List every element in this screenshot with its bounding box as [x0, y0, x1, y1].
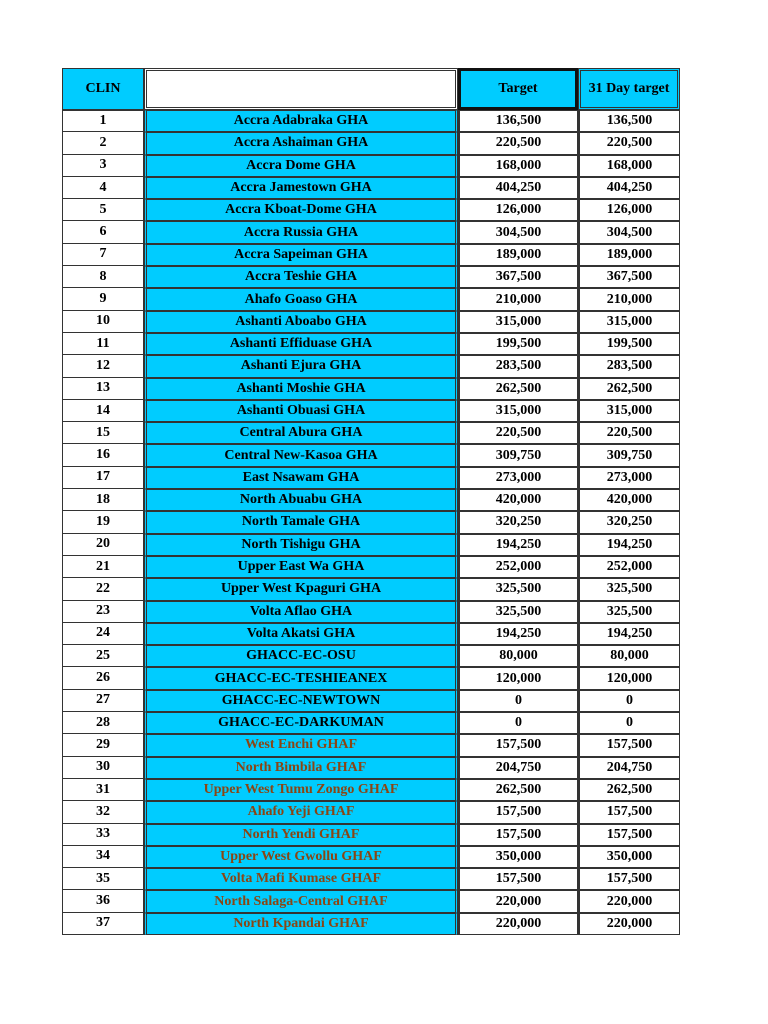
site-name-cell: GHACC-EC-TESHIEANEX [144, 667, 458, 689]
target-cell: 194,250 [458, 623, 578, 645]
site-name-cell: Accra Kboat-Dome GHA [144, 199, 458, 221]
table-row [62, 779, 680, 801]
day31-target-cell: 194,250 [578, 534, 680, 556]
day31-target-cell: 157,500 [578, 734, 680, 756]
table-row [62, 757, 680, 779]
site-name-cell: Ahafo Yeji GHAF [144, 801, 458, 823]
site-name-cell: Central Abura GHA [144, 422, 458, 444]
target-cell: 0 [458, 690, 578, 712]
day31-target-cell: 220,000 [578, 890, 680, 912]
site-name-cell: North Yendi GHAF [144, 824, 458, 846]
table-row [62, 534, 680, 556]
table-row [62, 913, 680, 935]
site-name-cell: North Tishigu GHA [144, 534, 458, 556]
table-row [62, 155, 680, 177]
day31-target-cell: 204,750 [578, 757, 680, 779]
target-cell: 157,500 [458, 868, 578, 890]
table-row [62, 868, 680, 890]
site-name-cell: Accra Ashaiman GHA [144, 132, 458, 154]
clin-cell: 33 [62, 824, 144, 846]
clin-cell: 2 [62, 132, 144, 154]
site-name-cell: Accra Sapeiman GHA [144, 244, 458, 266]
target-cell: 157,500 [458, 734, 578, 756]
target-cell: 325,500 [458, 601, 578, 623]
table-row [62, 601, 680, 623]
clin-cell: 13 [62, 378, 144, 400]
clin-cell: 15 [62, 422, 144, 444]
day31-target-cell: 0 [578, 690, 680, 712]
site-name-cell: West Enchi GHAF [144, 734, 458, 756]
clin-cell: 8 [62, 266, 144, 288]
target-cell: 157,500 [458, 801, 578, 823]
clin-cell: 12 [62, 355, 144, 377]
target-cell: 304,500 [458, 221, 578, 243]
table-row [62, 489, 680, 511]
table-row [62, 645, 680, 667]
target-cell: 220,500 [458, 132, 578, 154]
target-cell: 262,500 [458, 779, 578, 801]
day31-target-cell: 168,000 [578, 155, 680, 177]
header-31-day-target: 31 Day target [578, 68, 680, 110]
target-cell: 273,000 [458, 467, 578, 489]
target-cell: 199,500 [458, 333, 578, 355]
site-name-cell: Volta Akatsi GHA [144, 623, 458, 645]
site-name-cell: Accra Jamestown GHA [144, 177, 458, 199]
target-cell: 126,000 [458, 199, 578, 221]
table-row [62, 266, 680, 288]
day31-target-cell: 315,000 [578, 311, 680, 333]
day31-target-cell: 157,500 [578, 824, 680, 846]
table-row [62, 132, 680, 154]
target-cell: 325,500 [458, 578, 578, 600]
clin-cell: 25 [62, 645, 144, 667]
clin-cell: 14 [62, 400, 144, 422]
site-name-cell: Upper West Tumu Zongo GHAF [144, 779, 458, 801]
clin-cell: 21 [62, 556, 144, 578]
table-row [62, 667, 680, 689]
site-name-cell: GHACC-EC-DARKUMAN [144, 712, 458, 734]
site-name-cell: Upper West Kpaguri GHA [144, 578, 458, 600]
site-name-cell: Accra Russia GHA [144, 221, 458, 243]
clin-cell: 1 [62, 110, 144, 132]
header-clin: CLIN [62, 68, 144, 110]
day31-target-cell: 262,500 [578, 779, 680, 801]
clin-cell: 27 [62, 690, 144, 712]
clin-cell: 18 [62, 489, 144, 511]
site-name-cell: Ashanti Effiduase GHA [144, 333, 458, 355]
site-name-cell: North Bimbila GHAF [144, 757, 458, 779]
site-name-cell: Ashanti Aboabo GHA [144, 311, 458, 333]
target-cell: 367,500 [458, 266, 578, 288]
day31-target-cell: 210,000 [578, 288, 680, 310]
clin-cell: 5 [62, 199, 144, 221]
day31-target-cell: 404,250 [578, 177, 680, 199]
day31-target-cell: 220,000 [578, 913, 680, 935]
day31-target-cell: 136,500 [578, 110, 680, 132]
site-name-cell: Volta Aflao GHA [144, 601, 458, 623]
site-name-cell: North Abuabu GHA [144, 489, 458, 511]
table-body [62, 110, 680, 935]
day31-target-cell: 157,500 [578, 801, 680, 823]
table-row [62, 712, 680, 734]
day31-target-cell: 325,500 [578, 601, 680, 623]
table-row [62, 400, 680, 422]
target-cell: 204,750 [458, 757, 578, 779]
table-row [62, 177, 680, 199]
target-cell: 262,500 [458, 378, 578, 400]
header-row [62, 68, 680, 110]
target-cell: 80,000 [458, 645, 578, 667]
target-cell: 283,500 [458, 355, 578, 377]
table-row [62, 623, 680, 645]
day31-target-cell: 420,000 [578, 489, 680, 511]
day31-target-cell: 199,500 [578, 333, 680, 355]
target-cell: 404,250 [458, 177, 578, 199]
site-name-cell: GHACC-EC-NEWTOWN [144, 690, 458, 712]
day31-target-cell: 194,250 [578, 623, 680, 645]
table-row [62, 824, 680, 846]
day31-target-cell: 262,500 [578, 378, 680, 400]
day31-target-cell: 325,500 [578, 578, 680, 600]
table-row [62, 511, 680, 533]
target-cell: 220,000 [458, 913, 578, 935]
target-cell: 420,000 [458, 489, 578, 511]
clin-cell: 10 [62, 311, 144, 333]
day31-target-cell: 273,000 [578, 467, 680, 489]
site-name-cell: GHACC-EC-OSU [144, 645, 458, 667]
clin-cell: 9 [62, 288, 144, 310]
target-cell: 252,000 [458, 556, 578, 578]
clin-target-table [62, 68, 680, 935]
day31-target-cell: 80,000 [578, 645, 680, 667]
site-name-cell: Accra Adabraka GHA [144, 110, 458, 132]
day31-target-cell: 126,000 [578, 199, 680, 221]
clin-cell: 6 [62, 221, 144, 243]
day31-target-cell: 189,000 [578, 244, 680, 266]
table-row [62, 801, 680, 823]
target-cell: 168,000 [458, 155, 578, 177]
site-name-cell: Ashanti Ejura GHA [144, 355, 458, 377]
day31-target-cell: 0 [578, 712, 680, 734]
clin-cell: 34 [62, 846, 144, 868]
day31-target-cell: 157,500 [578, 868, 680, 890]
clin-cell: 17 [62, 467, 144, 489]
clin-cell: 28 [62, 712, 144, 734]
target-cell: 0 [458, 712, 578, 734]
table-row [62, 311, 680, 333]
target-cell: 220,000 [458, 890, 578, 912]
table-row [62, 890, 680, 912]
clin-cell: 29 [62, 734, 144, 756]
clin-cell: 26 [62, 667, 144, 689]
target-cell: 350,000 [458, 846, 578, 868]
table-row [62, 288, 680, 310]
clin-cell: 32 [62, 801, 144, 823]
day31-target-cell: 120,000 [578, 667, 680, 689]
site-name-cell: Upper West Gwollu GHAF [144, 846, 458, 868]
day31-target-cell: 320,250 [578, 511, 680, 533]
clin-cell: 31 [62, 779, 144, 801]
table-row [62, 556, 680, 578]
target-cell: 320,250 [458, 511, 578, 533]
clin-cell: 22 [62, 578, 144, 600]
site-name-cell: Accra Teshie GHA [144, 266, 458, 288]
clin-cell: 16 [62, 444, 144, 466]
clin-cell: 24 [62, 623, 144, 645]
day31-target-cell: 220,500 [578, 422, 680, 444]
day31-target-cell: 283,500 [578, 355, 680, 377]
table-row [62, 333, 680, 355]
site-name-cell: Upper East Wa GHA [144, 556, 458, 578]
site-name-cell: North Salaga-Central GHAF [144, 890, 458, 912]
site-name-cell: Volta Mafi Kumase GHAF [144, 868, 458, 890]
site-name-cell: Central New-Kasoa GHA [144, 444, 458, 466]
day31-target-cell: 315,000 [578, 400, 680, 422]
table-row [62, 378, 680, 400]
target-cell: 157,500 [458, 824, 578, 846]
target-cell: 220,500 [458, 422, 578, 444]
clin-cell: 30 [62, 757, 144, 779]
site-name-cell: East Nsawam GHA [144, 467, 458, 489]
target-cell: 194,250 [458, 534, 578, 556]
site-name-cell: North Kpandai GHAF [144, 913, 458, 935]
table-row [62, 578, 680, 600]
target-cell: 210,000 [458, 288, 578, 310]
clin-cell: 11 [62, 333, 144, 355]
target-cell: 136,500 [458, 110, 578, 132]
clin-cell: 4 [62, 177, 144, 199]
target-cell: 315,000 [458, 311, 578, 333]
table-row [62, 199, 680, 221]
site-name-cell: Ahafo Goaso GHA [144, 288, 458, 310]
table-row [62, 422, 680, 444]
site-name-cell: Ashanti Moshie GHA [144, 378, 458, 400]
day31-target-cell: 350,000 [578, 846, 680, 868]
clin-cell: 35 [62, 868, 144, 890]
day31-target-cell: 367,500 [578, 266, 680, 288]
table-row [62, 846, 680, 868]
table-row [62, 734, 680, 756]
clin-cell: 7 [62, 244, 144, 266]
site-name-cell: Accra Dome GHA [144, 155, 458, 177]
day31-target-cell: 309,750 [578, 444, 680, 466]
table-row [62, 444, 680, 466]
target-cell: 120,000 [458, 667, 578, 689]
day31-target-cell: 304,500 [578, 221, 680, 243]
table-row [62, 355, 680, 377]
clin-cell: 20 [62, 534, 144, 556]
table-row [62, 221, 680, 243]
header-name [144, 68, 458, 110]
clin-cell: 36 [62, 890, 144, 912]
clin-cell: 37 [62, 913, 144, 935]
site-name-cell: Ashanti Obuasi GHA [144, 400, 458, 422]
header-target: Target [458, 68, 578, 110]
clin-cell: 3 [62, 155, 144, 177]
table-row [62, 110, 680, 132]
target-cell: 315,000 [458, 400, 578, 422]
target-cell: 309,750 [458, 444, 578, 466]
site-name-cell: North Tamale GHA [144, 511, 458, 533]
table-row [62, 690, 680, 712]
table-row [62, 467, 680, 489]
clin-cell: 23 [62, 601, 144, 623]
day31-target-cell: 252,000 [578, 556, 680, 578]
clin-cell: 19 [62, 511, 144, 533]
target-cell: 189,000 [458, 244, 578, 266]
table-row [62, 244, 680, 266]
day31-target-cell: 220,500 [578, 132, 680, 154]
